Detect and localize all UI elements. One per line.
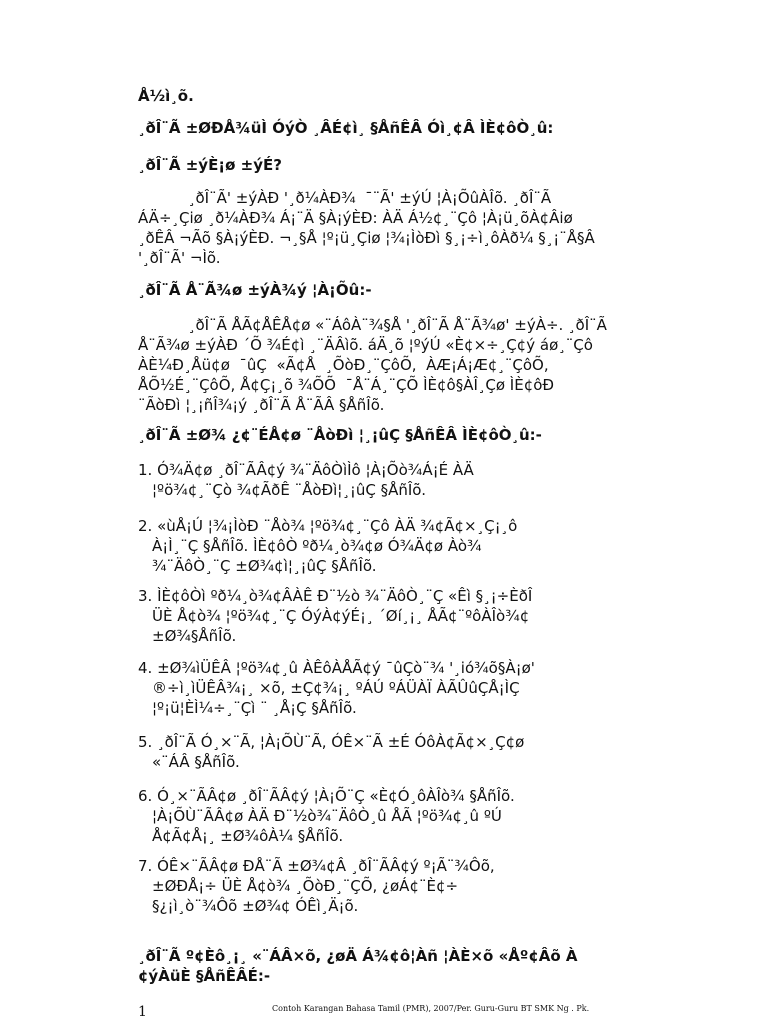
list-item [138, 516, 658, 576]
page-number: 1 [138, 1004, 147, 1020]
paragraph-1-line: ¸ðÎ¨Ã' ±ýÀÐ '¸ð¼ÀÐ¾ ¯¨Ã' ±ýÚ ¦À¡ÕûÀÎõ. ¸ðÎ¨Ã [188, 189, 552, 207]
list-number: 4. [138, 659, 153, 677]
paragraph-2-line: ÀÈ¼Ð¸Åü¢ø ¯ûÇ «Ã¢Å ¸ÕòÐ¸¨ÇôÕ, ÀÆ¡Á¡Æ¢¸¨ÇôÕ, [138, 356, 549, 374]
list-item [138, 856, 658, 916]
list-text: «ùÅ¡Ú ¦¾¡ÌòÐ ¨Åò¾ ¦ºö¾¢¸¨Çô ÀÄ ¾¢Ã¢×¸Ç¡¸ô [157, 517, 518, 535]
list-text: ®÷ì¸ìÜÊÂ¾¡¸ ×õ, ±Ç¢¾¡¸ ºÁÚ ºÁÜÀÏ ÀÃÛûÇÅ¡ÌÇ [152, 679, 520, 697]
list-text: À¡Ì¸¨Ç §ÅñÎõ. ÌÈ¢ôÒ ºð¼¸ò¾¢ø Ó¾Ä¢ø Àò¾ [152, 537, 482, 555]
list-text: ±Ø¾§ÅñÎõ. [152, 627, 237, 645]
list-item [138, 460, 658, 500]
page-footer: Contoh Karangan Bahasa Tamil (PMR), 2007/Per. Guru-Guru BT SMK Ng . Pk. [272, 1004, 590, 1013]
list-number: 7. [138, 857, 153, 875]
list-text: Å¢Ã¢Å¡¸ ±Ø¾ôÀ¼ §ÅñÎõ. [152, 827, 344, 845]
section-heading-4: ¸ðÎ¨Ã ±Ø¾ ¿¢¨ÉÅ¢ø ¨ÅòÐì ¦¸¡ûÇ §ÅñÊÂ ÌÈ¢ôÒ¸û:- [138, 426, 542, 444]
paragraph-2-line: ÅÕ½É¸¨ÇôÕ, Å¢Ç¡¸õ ¾ÕÕ ¯Å¨Á¸¨ÇÕ ÌÈ¢ô§ÀÎ¸Çø ÌÈ¢ôÐ [138, 376, 555, 394]
list-text: ¾¨ÄôÒ¸¨Ç ±Ø¾¢ì¦¸¡ûÇ §ÅñÎõ. [152, 557, 377, 575]
section-heading-5: ¸ðÎ¨Ã º¢Èô¸¡¸ «¨ÁÂ×õ, ¿øÄ Á¾¢ô¦Àñ ¦ÀÈ×õ «Åº¢Âõ À [138, 947, 578, 965]
list-number: 3. [138, 587, 153, 605]
list-text: ¦º¡ü¦ÈÌ¼÷¸¨Çì ¨ ¸Å¡Ç §ÅñÎõ. [152, 699, 357, 717]
paragraph-1 [138, 188, 630, 268]
paragraph-2 [138, 315, 630, 415]
section-heading-5-cont: ¢ýÀüÈ §ÅñÊÂÉ:- [138, 967, 271, 985]
paragraph-1-line: ¸ðÊÂ ¬Ãõ §À¡ýÈÐ. ¬¸§Å ¦º¡ü¸Çiø ¦¾¡ÌòÐì §¸¡÷ì¸ôÀð¼ §¸¡¨Å§Â [138, 229, 595, 247]
list-text: ÓÊ×¨ÃÂ¢ø ÐÅ¨Ã ±Ø¾¢Â ¸ðÎ¨ÃÂ¢ý º¡Ã¨¾Ôõ, [157, 857, 495, 875]
list-item [138, 732, 658, 772]
list-number: 1. [138, 461, 153, 479]
paragraph-1-line: ÁÄ÷¸Çiø ¸ð¼ÀÐ¾ Á¡¨Ä §À¡ýÈÐ: ÀÄ Á½¢¸¨Çô ¦À¡ü¸õÀ¢Âiø [138, 209, 573, 227]
list-text: Ó¾Ä¢ø ¸ðÎ¨ÃÂ¢ý ¾¨ÄôÒìÌô ¦À¡Õò¾Á¡É ÀÄ [157, 461, 474, 479]
list-text: ¦ºö¾¢¸¨Çò ¾¢ÃðÊ ¨ÅòÐì¦¸¡ûÇ §ÅñÎõ. [152, 481, 426, 499]
section-heading-3: ¸ðÎ¨Ã Å¨Ã¾ø ±ýÀ¾ý ¦À¡Õû:- [138, 281, 372, 299]
list-number: 5. [138, 733, 153, 751]
list-text: ÌÈ¢ôÒì ºð¼¸ò¾¢ÂÀÊ Ð¨½ò ¾¨ÄôÒ¸¨Ç «Êì §¸¡÷ÈðÎ [157, 587, 533, 605]
section-heading-2: ¸ðÎ¨Ã ±ýÈ¡ø ±ýÉ? [138, 156, 282, 174]
list-text: «¨ÁÂ §ÅñÎõ. [152, 753, 240, 771]
list-text: ±Ø¾ìÜÊÂ ¦ºö¾¢¸û ÀÊôÀÅÃ¢ý ¯ûÇò¨¾ '¸ió¾õ§À¡ø' [157, 659, 535, 677]
section-heading-1: ¸ðÎ¨Ã ±ØÐÅ¾üÌ ÓýÒ ¸ÂÉ¢ì¸ §ÅñÊÂ Óì¸¢Â ÌÈ¢ôÒ¸û: [138, 119, 554, 137]
list-text: Ó¸×¨ÃÂ¢ø ¸ðÎ¨ÃÂ¢ý ¦À¡Õ¨Ç «È¢Ó¸ôÀÎò¾ §ÅñÎõ. [157, 787, 515, 805]
list-text: ±ØÐÅ¡÷ ÜÈ Å¢ò¾ ¸ÕòÐ¸¨ÇÕ, ¿øÁ¢¨È¢÷ [152, 877, 459, 895]
list-text: ÜÈ Å¢ò¾ ¦ºö¾¢¸¨Ç ÓýÀ¢ýÉ¡¸ ´Øí¸¡¸ ÅÃ¢¨ºôÀÎò¾¢ [152, 607, 530, 625]
list-item [138, 786, 658, 846]
list-text: ¦À¡ÕÙ¨ÃÂ¢ø ÀÄ Ð¨½ò¾¨ÄôÒ¸û ÅÃ ¦ºö¾¢¸û ºÚ [152, 807, 502, 825]
list-text: §¿¡ì¸ò¨¾Ôõ ±Ø¾¢ ÓÊì¸Ä¡õ. [152, 897, 359, 915]
paragraph-1-line: '¸ðÎ¨Ã' ¬Ìõ. [138, 249, 221, 267]
list-number: 6. [138, 787, 153, 805]
paragraph-2-line: ¨ÃòÐì ¦¸¡ñÎ¾¡ý ¸ðÎ¨Ã Å¨ÃÂ §ÅñÎõ. [138, 396, 385, 414]
list-item [138, 658, 658, 718]
list-text: ¸ðÎ¨Ã Ó¸×¨Ã, ¦À¡ÕÙ¨Ã, ÓÊ×¨Ã ±É ÓôÀ¢Ã¢×¸Ç¢ø [157, 733, 525, 751]
list-item [138, 586, 658, 646]
list-number: 2. [138, 517, 153, 535]
paragraph-2-line: ¸ðÎ¨Ã ÅÃ¢ÅÊÅ¢ø «¨ÁôÀ¨¾§Å '¸ðÎ¨Ã Å¨Ã¾ø' ±ýÀ÷. ¸ðÎ¨Ã [188, 316, 607, 334]
paragraph-2-line: Å¨Ã¾ø ±ýÀÐ ´Õ ¾É¢ì ¸¨ÄÂìõ. áÄ¸õ ¦ºýÚ «È¢×÷¸Ç¢ý áø¸¨Çô [138, 336, 593, 354]
doc-title: Å½ì¸õ. [138, 87, 194, 105]
